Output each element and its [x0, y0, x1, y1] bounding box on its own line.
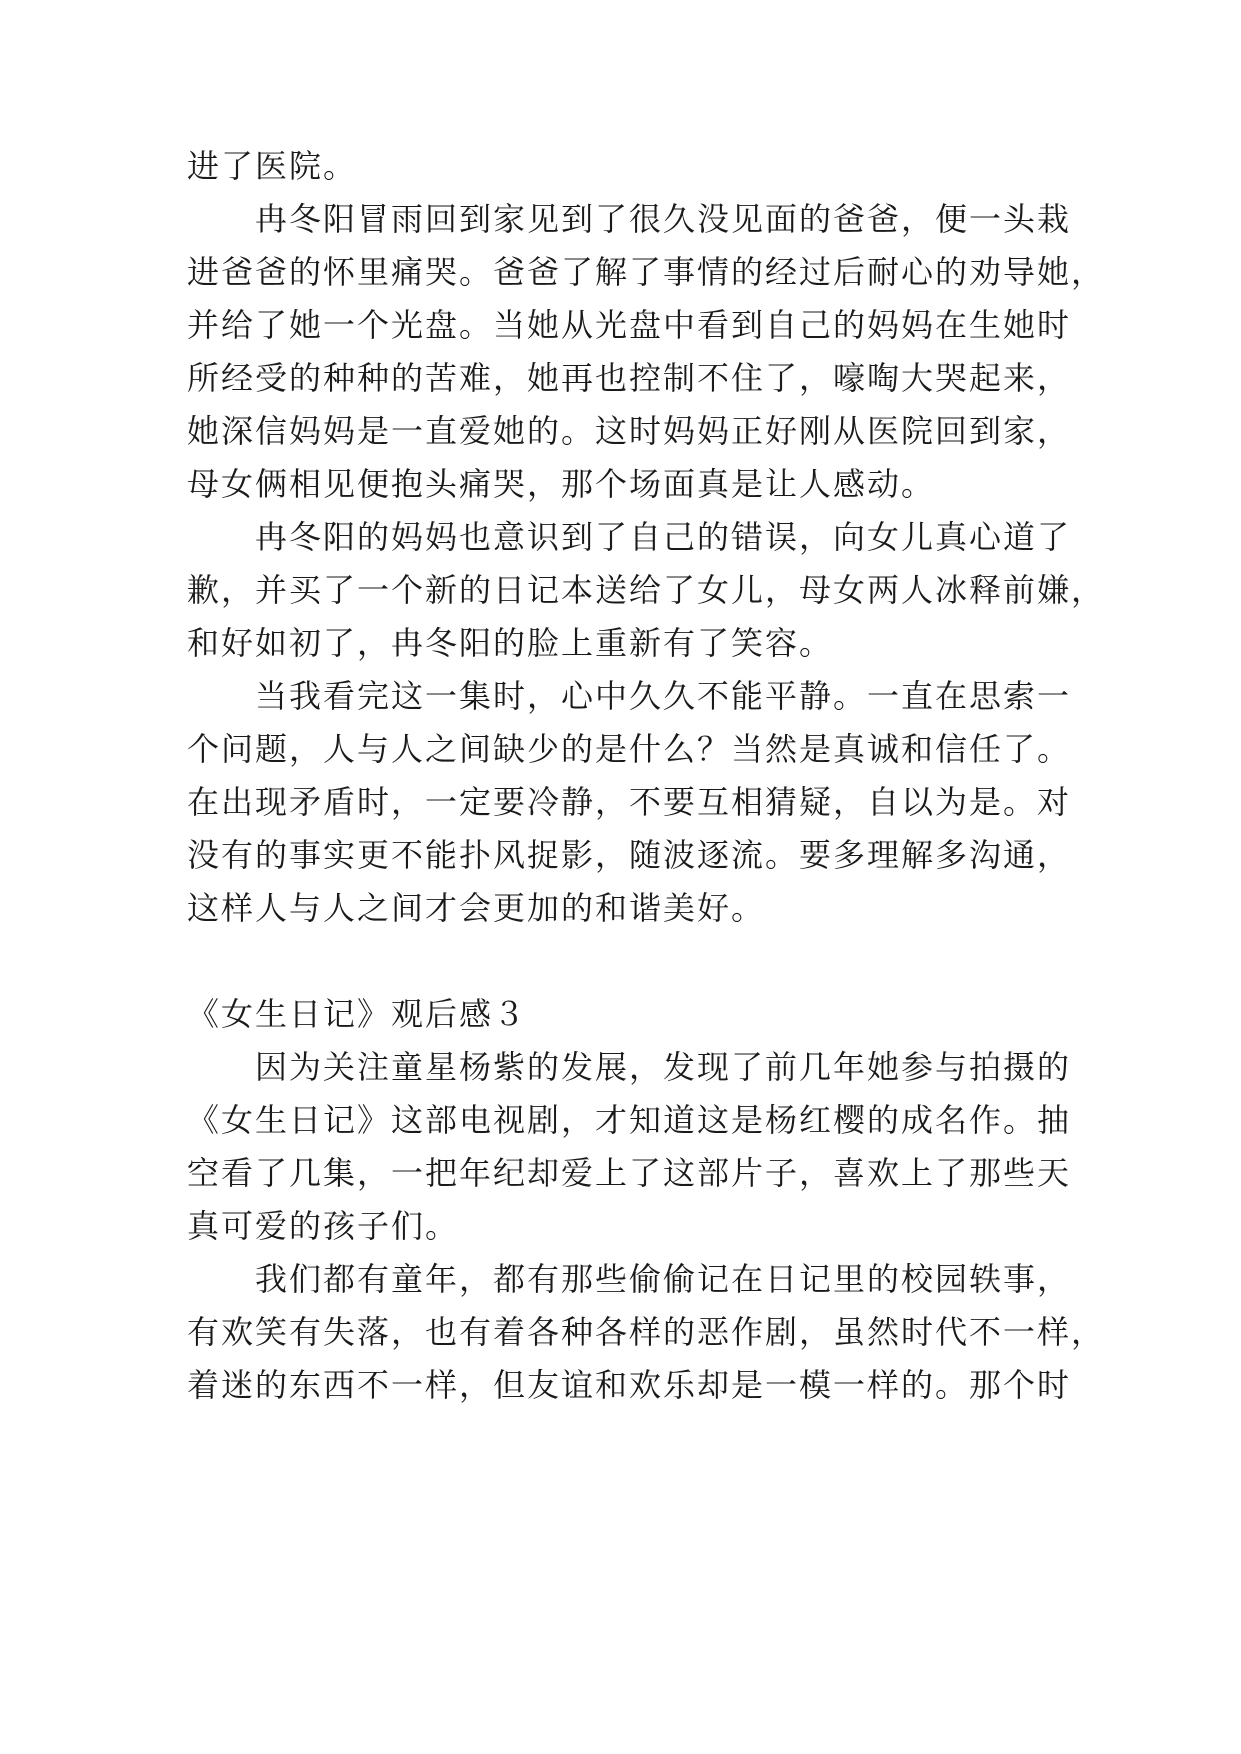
text-line: 进爸爸的怀里痛哭。爸爸了解了事情的经过后耐心的劝导她，	[187, 253, 1106, 291]
text-line: 并给了她一个光盘。当她从光盘中看到自己的妈妈在生她时	[187, 306, 1072, 344]
paragraph-first-line: 我们都有童年，都有那些偷偷记在日记里的校园轶事，	[255, 1260, 1072, 1298]
text-line: 真可爱的孩子们。	[187, 1207, 460, 1245]
text-line: 着迷的东西不一样，但友谊和欢乐却是一模一样的。那个时	[187, 1366, 1072, 1404]
paragraph-first-line: 冉冬阳的妈妈也意识到了自己的错误，向女儿真心道了	[255, 518, 1072, 556]
paragraph-first-line: 因为关注童星杨紫的发展，发现了前几年她参与拍摄的	[255, 1048, 1072, 1086]
text-line: 在出现矛盾时，一定要冷静，不要互相猜疑，自以为是。对	[187, 783, 1072, 821]
text-line: 没有的事实更不能扑风捉影，随波逐流。要多理解多沟通，	[187, 836, 1072, 874]
section-heading: 《女生日记》观后感３	[187, 995, 528, 1033]
paragraph-first-line: 当我看完这一集时，心中久久不能平静。一直在思索一	[255, 677, 1072, 715]
text-line: 所经受的种种的苦难，她再也控制不住了，嚎啕大哭起来，	[187, 359, 1072, 397]
text-line: 和好如初了，冉冬阳的脸上重新有了笑容。	[187, 624, 834, 662]
text-line: 这样人与人之间才会更加的和谐美好。	[187, 889, 766, 927]
text-line: 《女生日记》这部电视剧，才知道这是杨红樱的成名作。抽	[187, 1101, 1072, 1139]
text-line: 有欢笑有失落，也有着各种各样的恶作剧，虽然时代不一样，	[187, 1313, 1106, 1351]
text-line: 歉，并买了一个新的日记本送给了女儿，母女两人冰释前嫌，	[187, 571, 1106, 609]
text-line: 进了医院。	[187, 147, 358, 185]
text-line: 空看了几集，一把年纪却爱上了这部片子，喜欢上了那些天	[187, 1154, 1072, 1192]
paragraph-first-line: 冉冬阳冒雨回到家见到了很久没见面的爸爸，便一头栽	[255, 200, 1072, 238]
text-line: 母女俩相见便抱头痛哭，那个场面真是让人感动。	[187, 465, 936, 503]
text-line: 她深信妈妈是一直爱她的。这时妈妈正好刚从医院回到家，	[187, 412, 1072, 450]
text-line: 个问题，人与人之间缺少的是什么？当然是真诚和信任了。	[187, 730, 1072, 768]
